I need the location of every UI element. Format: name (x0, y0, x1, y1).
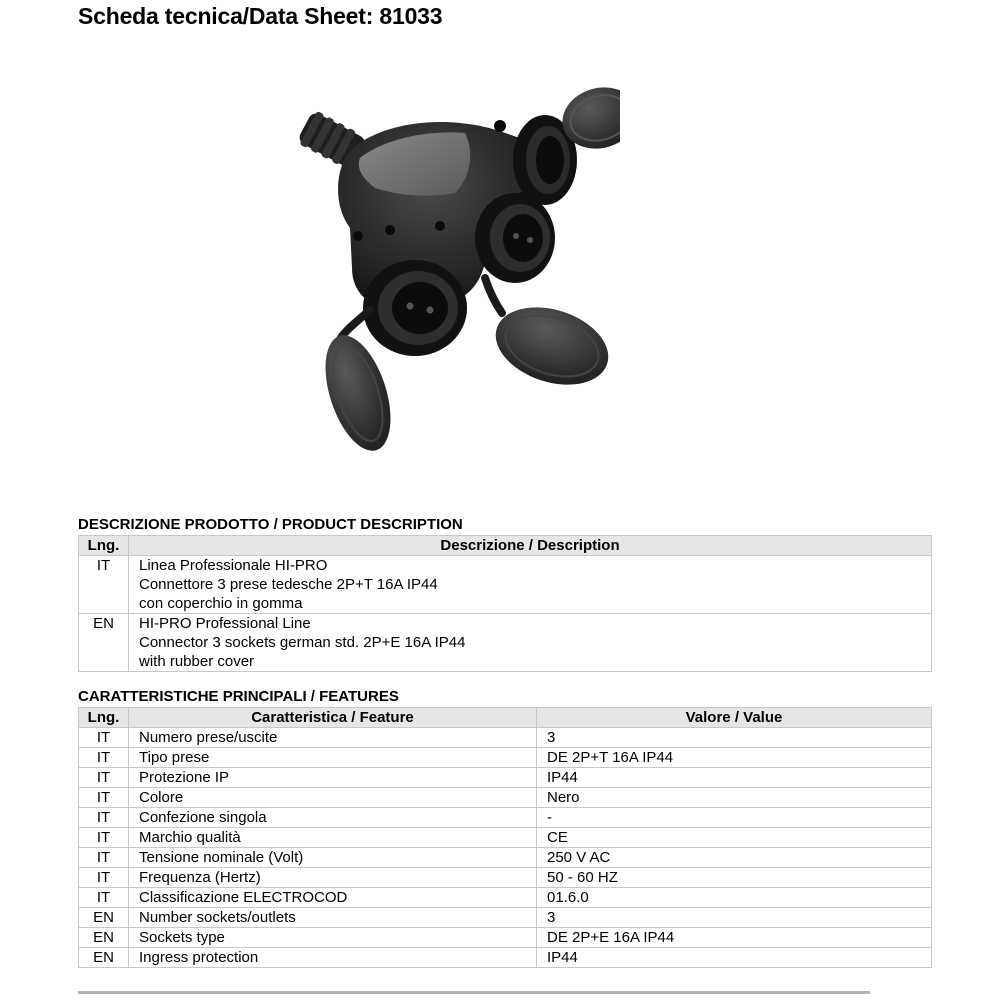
lng-cell: IT (79, 848, 129, 868)
feature-cell: Sockets type (129, 928, 537, 948)
table-row (79, 748, 932, 768)
socket-bottom (363, 260, 467, 356)
table-row (79, 848, 932, 868)
lng-cell: IT (79, 888, 129, 908)
value-cell: 50 - 60 HZ (537, 868, 932, 888)
value-cell: 250 V AC (537, 848, 932, 868)
footer-divider (78, 991, 870, 994)
product-image (290, 78, 620, 468)
value-cell: 3 (537, 728, 932, 748)
table-row (79, 828, 932, 848)
table-row (79, 768, 932, 788)
description-section-title: DESCRIZIONE PRODOTTO / PRODUCT DESCRIPTION (78, 516, 463, 533)
description-line: Linea Professionale HI-PRO (139, 557, 328, 574)
feature-cell: Frequenza (Hertz) (129, 868, 537, 888)
feature-cell: Confezione singola (129, 808, 537, 828)
feature-cell: Ingress protection (129, 948, 537, 968)
table-row (79, 788, 932, 808)
table-row (79, 808, 932, 828)
lng-cell: IT (79, 768, 129, 788)
value-cell: DE 2P+T 16A IP44 (537, 748, 932, 768)
feature-cell: Protezione IP (129, 768, 537, 788)
lng-cell: IT (79, 556, 129, 614)
lng-cell: IT (79, 808, 129, 828)
lng-cell: IT (79, 748, 129, 768)
value-cell: CE (537, 828, 932, 848)
table-row (79, 556, 932, 614)
feature-cell: Numero prese/uscite (129, 728, 537, 748)
table-row (79, 888, 932, 908)
page-title: Scheda tecnica/Data Sheet: 81033 (78, 3, 443, 29)
feature-cell: Marchio qualità (129, 828, 537, 848)
description-cell (129, 614, 932, 672)
description-line: HI-PRO Professional Line (139, 615, 311, 632)
table-row (79, 928, 932, 948)
table-row (79, 908, 932, 928)
col-header-value: Valore / Value (537, 708, 932, 728)
description-line: con coperchio in gomma (139, 595, 303, 612)
lng-cell: IT (79, 728, 129, 748)
table-row (79, 614, 932, 672)
table-row (79, 728, 932, 748)
col-header-feature: Caratteristica / Feature (129, 708, 537, 728)
description-line: with rubber cover (139, 653, 255, 670)
description-line: Connettore 3 prese tedesche 2P+T 16A IP44 (139, 576, 438, 593)
lng-cell: EN (79, 948, 129, 968)
lng-cell: EN (79, 614, 129, 672)
table-row (79, 948, 932, 968)
value-cell: Nero (537, 788, 932, 808)
lng-cell: IT (79, 868, 129, 888)
lng-cell: EN (79, 908, 129, 928)
description-table (78, 535, 932, 672)
cap-bottom-right (486, 294, 619, 398)
feature-cell: Tensione nominale (Volt) (129, 848, 537, 868)
feature-cell: Number sockets/outlets (129, 908, 537, 928)
feature-cell: Tipo prese (129, 748, 537, 768)
description-line: Connector 3 sockets german std. 2P+E 16A IP44 (139, 634, 466, 651)
features-section-title: CARATTERISTICHE PRINCIPALI / FEATURES (78, 688, 399, 705)
table-row (79, 868, 932, 888)
lng-cell: IT (79, 828, 129, 848)
col-header-lng: Lng. (79, 536, 129, 556)
col-header-description: Descrizione / Description (129, 536, 932, 556)
socket-right (475, 193, 555, 283)
feature-cell: Colore (129, 788, 537, 808)
value-cell: DE 2P+E 16A IP44 (537, 928, 932, 948)
value-cell: IP44 (537, 768, 932, 788)
value-cell: - (537, 808, 932, 828)
features-table (78, 707, 932, 968)
feature-cell: Classificazione ELECTROCOD (129, 888, 537, 908)
col-header-lng: Lng. (79, 708, 129, 728)
lng-cell: IT (79, 788, 129, 808)
value-cell: 3 (537, 908, 932, 928)
description-cell (129, 556, 932, 614)
value-cell: 01.6.0 (537, 888, 932, 908)
lng-cell: EN (79, 928, 129, 948)
value-cell: IP44 (537, 948, 932, 968)
